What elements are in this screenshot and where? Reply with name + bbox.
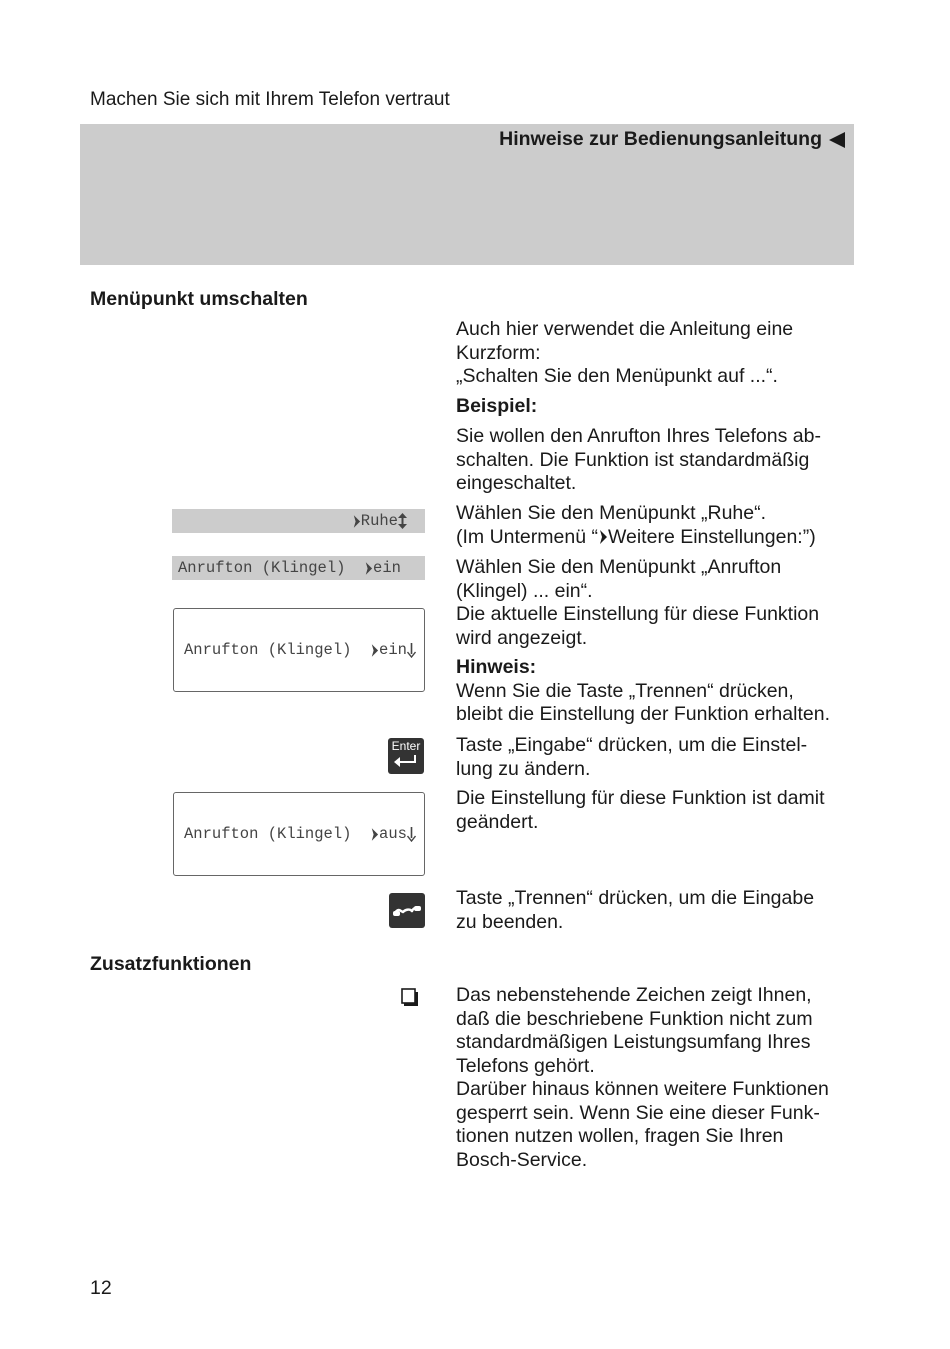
example-label <box>456 395 852 419</box>
text-line: Sie wollen den Anrufton Ihres Telefons ab- <box>456 425 821 447</box>
menu-arrow-icon <box>352 515 361 528</box>
text-line: wird angezeigt. <box>456 626 588 649</box>
down-arrow-icon <box>407 643 416 658</box>
up-down-arrow-icon <box>398 513 407 529</box>
display-value: aus <box>379 825 407 843</box>
note-paragraph <box>456 656 852 727</box>
left-triangle-icon <box>828 131 846 149</box>
text-line: Die Einstellung für diese Funktion ist damit <box>456 787 825 809</box>
text-line: standardmäßigen Leistungsumfang Ihres <box>456 1031 811 1053</box>
step3-paragraph <box>456 734 852 781</box>
text-line: Taste „Trennen“ drücken, um die Eingabe <box>456 887 815 909</box>
text-line <box>456 526 852 550</box>
menu-arrow-icon <box>598 530 608 544</box>
return-arrow-icon <box>393 754 419 768</box>
display-box-ein <box>173 608 425 692</box>
banner-title <box>499 128 846 151</box>
down-arrow-icon <box>407 827 416 842</box>
text-line: bleibt die Einstellung der Funktion erhalten. <box>456 703 830 725</box>
enter-key[interactable] <box>388 738 424 774</box>
text-line: Das nebenstehende Zeichen zeigt Ihnen, <box>456 984 812 1006</box>
display-menu-anrufton <box>172 556 425 580</box>
text-line: gesperrt sein. Wenn Sie eine dieser Funk- <box>456 1101 820 1124</box>
text-fragment: Weitere Einstellungen:”) <box>607 525 816 548</box>
text-line: tionen nutzen wollen, fragen Sie Ihren <box>456 1125 784 1147</box>
text-line: Wählen Sie den Menüpunkt „Anrufton <box>456 556 782 578</box>
text-line: Darüber hinaus können weitere Funktionen <box>456 1078 829 1100</box>
text-line: daß die beschriebene Funktion nicht zum <box>456 1007 813 1030</box>
step1-paragraph <box>456 502 852 549</box>
display-text: Anrufton (Klingel) <box>184 825 371 843</box>
text-line: geändert. <box>456 810 539 833</box>
text-line: schalten. Die Funktion ist standardmäßig <box>456 448 810 471</box>
intro-paragraph <box>456 318 852 389</box>
text-line: Wenn Sie die Taste „Trennen“ drücken, <box>456 679 794 702</box>
menu-arrow-icon <box>370 828 379 841</box>
display-text: Ruhe <box>360 512 398 530</box>
display-box-aus <box>173 792 425 876</box>
enter-key-label: Enter <box>391 739 421 753</box>
section-banner <box>80 124 854 265</box>
banner-title-text: Hinweise zur Bedienungsanleitung <box>499 128 822 150</box>
text-line: eingeschaltet. <box>456 472 577 494</box>
text-line: Telefons gehört. <box>456 1054 595 1077</box>
running-title: Machen Sie sich mit Ihrem Telefon vertraut <box>90 89 450 110</box>
note-label: Hinweis: <box>456 656 537 678</box>
example-paragraph <box>456 425 852 496</box>
page-number: 12 <box>90 1277 112 1299</box>
text-line: „Schalten Sie den Menüpunkt auf ...“. <box>456 365 778 387</box>
display-text: Anrufton (Klingel) <box>184 641 371 659</box>
text-line: Die aktuelle Einstellung für diese Funktion <box>456 603 820 625</box>
text-line: lung zu ändern. <box>456 757 591 780</box>
text-line: zu beenden. <box>456 910 564 933</box>
display-menu-ruhe <box>172 509 425 533</box>
section-heading-zusatzfunktionen: Zusatzfunktionen <box>90 953 252 975</box>
hangup-handset-icon <box>389 893 425 928</box>
text-line: (Klingel) ... ein“. <box>456 579 593 602</box>
text-line: Auch hier verwendet die Anleitung eine <box>456 318 794 340</box>
text-line: Bosch-Service. <box>456 1148 588 1171</box>
menu-arrow-icon <box>370 644 379 657</box>
checkbox-icon <box>401 988 419 1007</box>
menu-arrow-icon <box>364 562 373 575</box>
section-heading-menupunkt: Menüpunkt umschalten <box>90 288 308 310</box>
zusatz-paragraph <box>456 984 852 1172</box>
display-value: ein <box>379 641 407 659</box>
text-line: Kurzform: <box>456 341 541 364</box>
display-text: Anrufton (Klingel) <box>178 559 365 577</box>
text-fragment: (Im Untermenü “ <box>456 525 598 548</box>
display-value: ein <box>373 559 401 577</box>
hangup-key[interactable] <box>389 893 425 928</box>
text-line: Taste „Eingabe“ drücken, um die Einstel- <box>456 734 808 756</box>
example-label-text: Beispiel: <box>456 395 538 417</box>
step4-paragraph <box>456 787 852 834</box>
step5-paragraph <box>456 887 852 934</box>
text-line: Wählen Sie den Menüpunkt „Ruhe“. <box>456 502 767 524</box>
step2-paragraph <box>456 556 852 650</box>
